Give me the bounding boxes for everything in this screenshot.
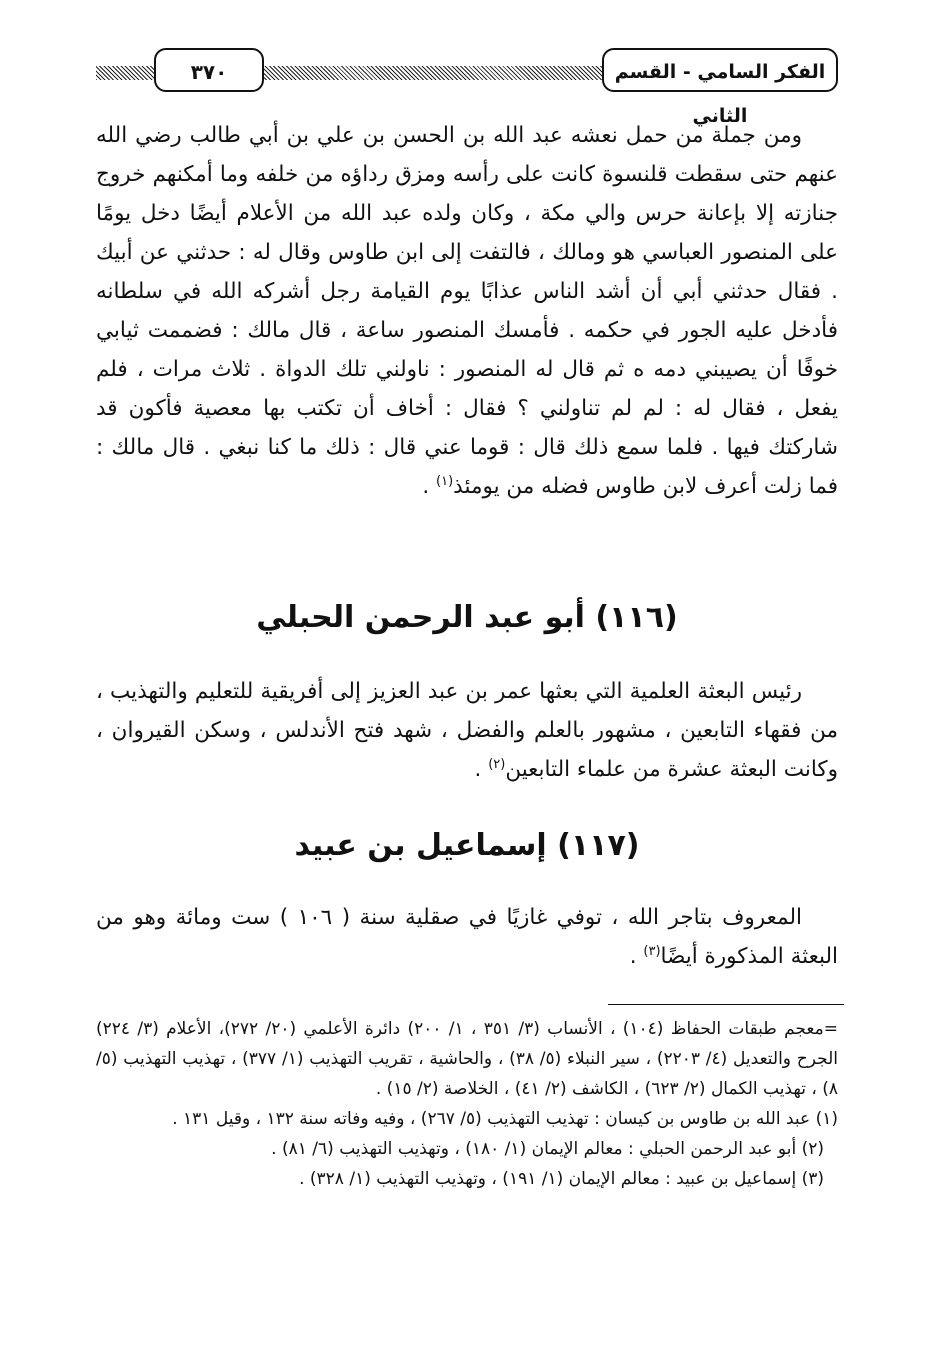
entry-117-paragraph [96, 898, 838, 976]
paragraph-continuation [96, 116, 838, 506]
footnote-2: (٢) أبو عبد الرحمن الحبلي : معالم الإيمان (١/ ١٨٠) ، وتهذيب التهذيب (٦/ ٨١) . [271, 1139, 824, 1159]
entry-116-paragraph [96, 672, 838, 789]
page-number: ٣٧٠ [154, 48, 264, 92]
paragraph-text: المعروف بتاجر الله ، توفي غازيًا في صقلية سنة ( ١٠٦ ) ست ومائة وهو من البعثة المذكورة أيضًا [96, 905, 838, 969]
footnote-separator [608, 1004, 844, 1005]
paragraph-end: . [422, 474, 437, 499]
page-header [96, 44, 838, 127]
paragraph-text: رئيس البعثة العلمية التي بعثها عمر بن عبد العزيز إلى أفريقية للتعليم والتهذيب ، من فقهاء التابعين ، مشهور بالعلم والفضل ، شهد فتح الأندلس ، وسكن القيروان ، وكانت البعثة عشرة من علماء التابعين [96, 679, 838, 782]
entry-heading-117: (١١٧) إسماعيل بن عبيد [294, 828, 640, 863]
paragraph-end: . [474, 757, 489, 782]
footnote-ref-3: (٣) [643, 943, 661, 959]
footnotes [96, 1014, 838, 1194]
paragraph-text: ومن جملة من حمل نعشه عبد الله بن الحسن بن علي بن أبي طالب رضي الله عنهم حتى سقطت قلنسوة كانت على رأسه ومزق رداؤه من خلفه وما أمكنهم خروج جنازته إلا بإعانة حرس والي مكة ، وكان ولده عبد الله من الأعلام أيضًا دخل يومًا على المنصور العباسي هو ومالك ، فالتفت إلى ابن طاوس وقال له : حدثني عن أبيك . فقال حدثني أبي أن أشد الناس عذابًا يوم القيامة رجل أشركه الله في سلطانه فأدخل عليه الجور في حكمه . فأمسك المنصور ساعة ، قال مالك : فضممت ثيابي خوفًا أن يصيبني دمه ه ثم قال له المنصور : ناولني تلك الدواة . ثلاث مرات ، فلم يفعل ، فقال له : لم لم تناولني ؟ فقال : أخاف أن تكتب بها معصية فأكون قد شاركتك فيها . فلما سمع ذلك قال : قوما عني قال : ذلك ما كنا نبغي . قال مالك : فما زلت أعرف لابن طاوس فضله من يومئذ [96, 123, 838, 499]
footnote-ref-1: (١) [436, 473, 454, 489]
entry-heading-116: (١١٦) أبو عبد الرحمن الحبلي [256, 600, 678, 635]
footnote-continuation: =معجم طبقات الحفاظ (١٠٤) ، الأنساب (٣/ ٣٥١ ، ١/ ٢٠٠) دائرة الأعلمي (٢٠/ ٢٧٢)، الأعلام (٣/ ٢٢٤) الجرح والتعديل (٤/ ٢٢٠٣) ، سير النبلاء (٥/ ٣٨) ، والحاشية ، تقريب التهذيب (١/ ٣٧٧) ، تهذيب التهذيب (٥/ ٨) ، تهذيب الكمال (٢/ ٦٢٣) ، الكاشف (٢/ ٤١) ، الخلاصة (٢/ ١٥) . [96, 1019, 839, 1099]
paragraph-end: . [629, 944, 644, 969]
running-title: الفكر السامي - القسم الثاني [602, 48, 838, 92]
footnote-1: (١) عبد الله بن طاوس بن كيسان : تهذيب التهذيب (٥/ ٢٦٧) ، وفيه وفاته سنة ١٣٢ ، وقيل ١٣١ . [172, 1109, 838, 1129]
footnote-3: (٣) إسماعيل بن عبيد : معالم الإيمان (١/ ١٩١) ، وتهذيب التهذيب (١/ ٣٢٨) . [299, 1169, 824, 1189]
footnote-ref-2: (٢) [488, 756, 506, 772]
